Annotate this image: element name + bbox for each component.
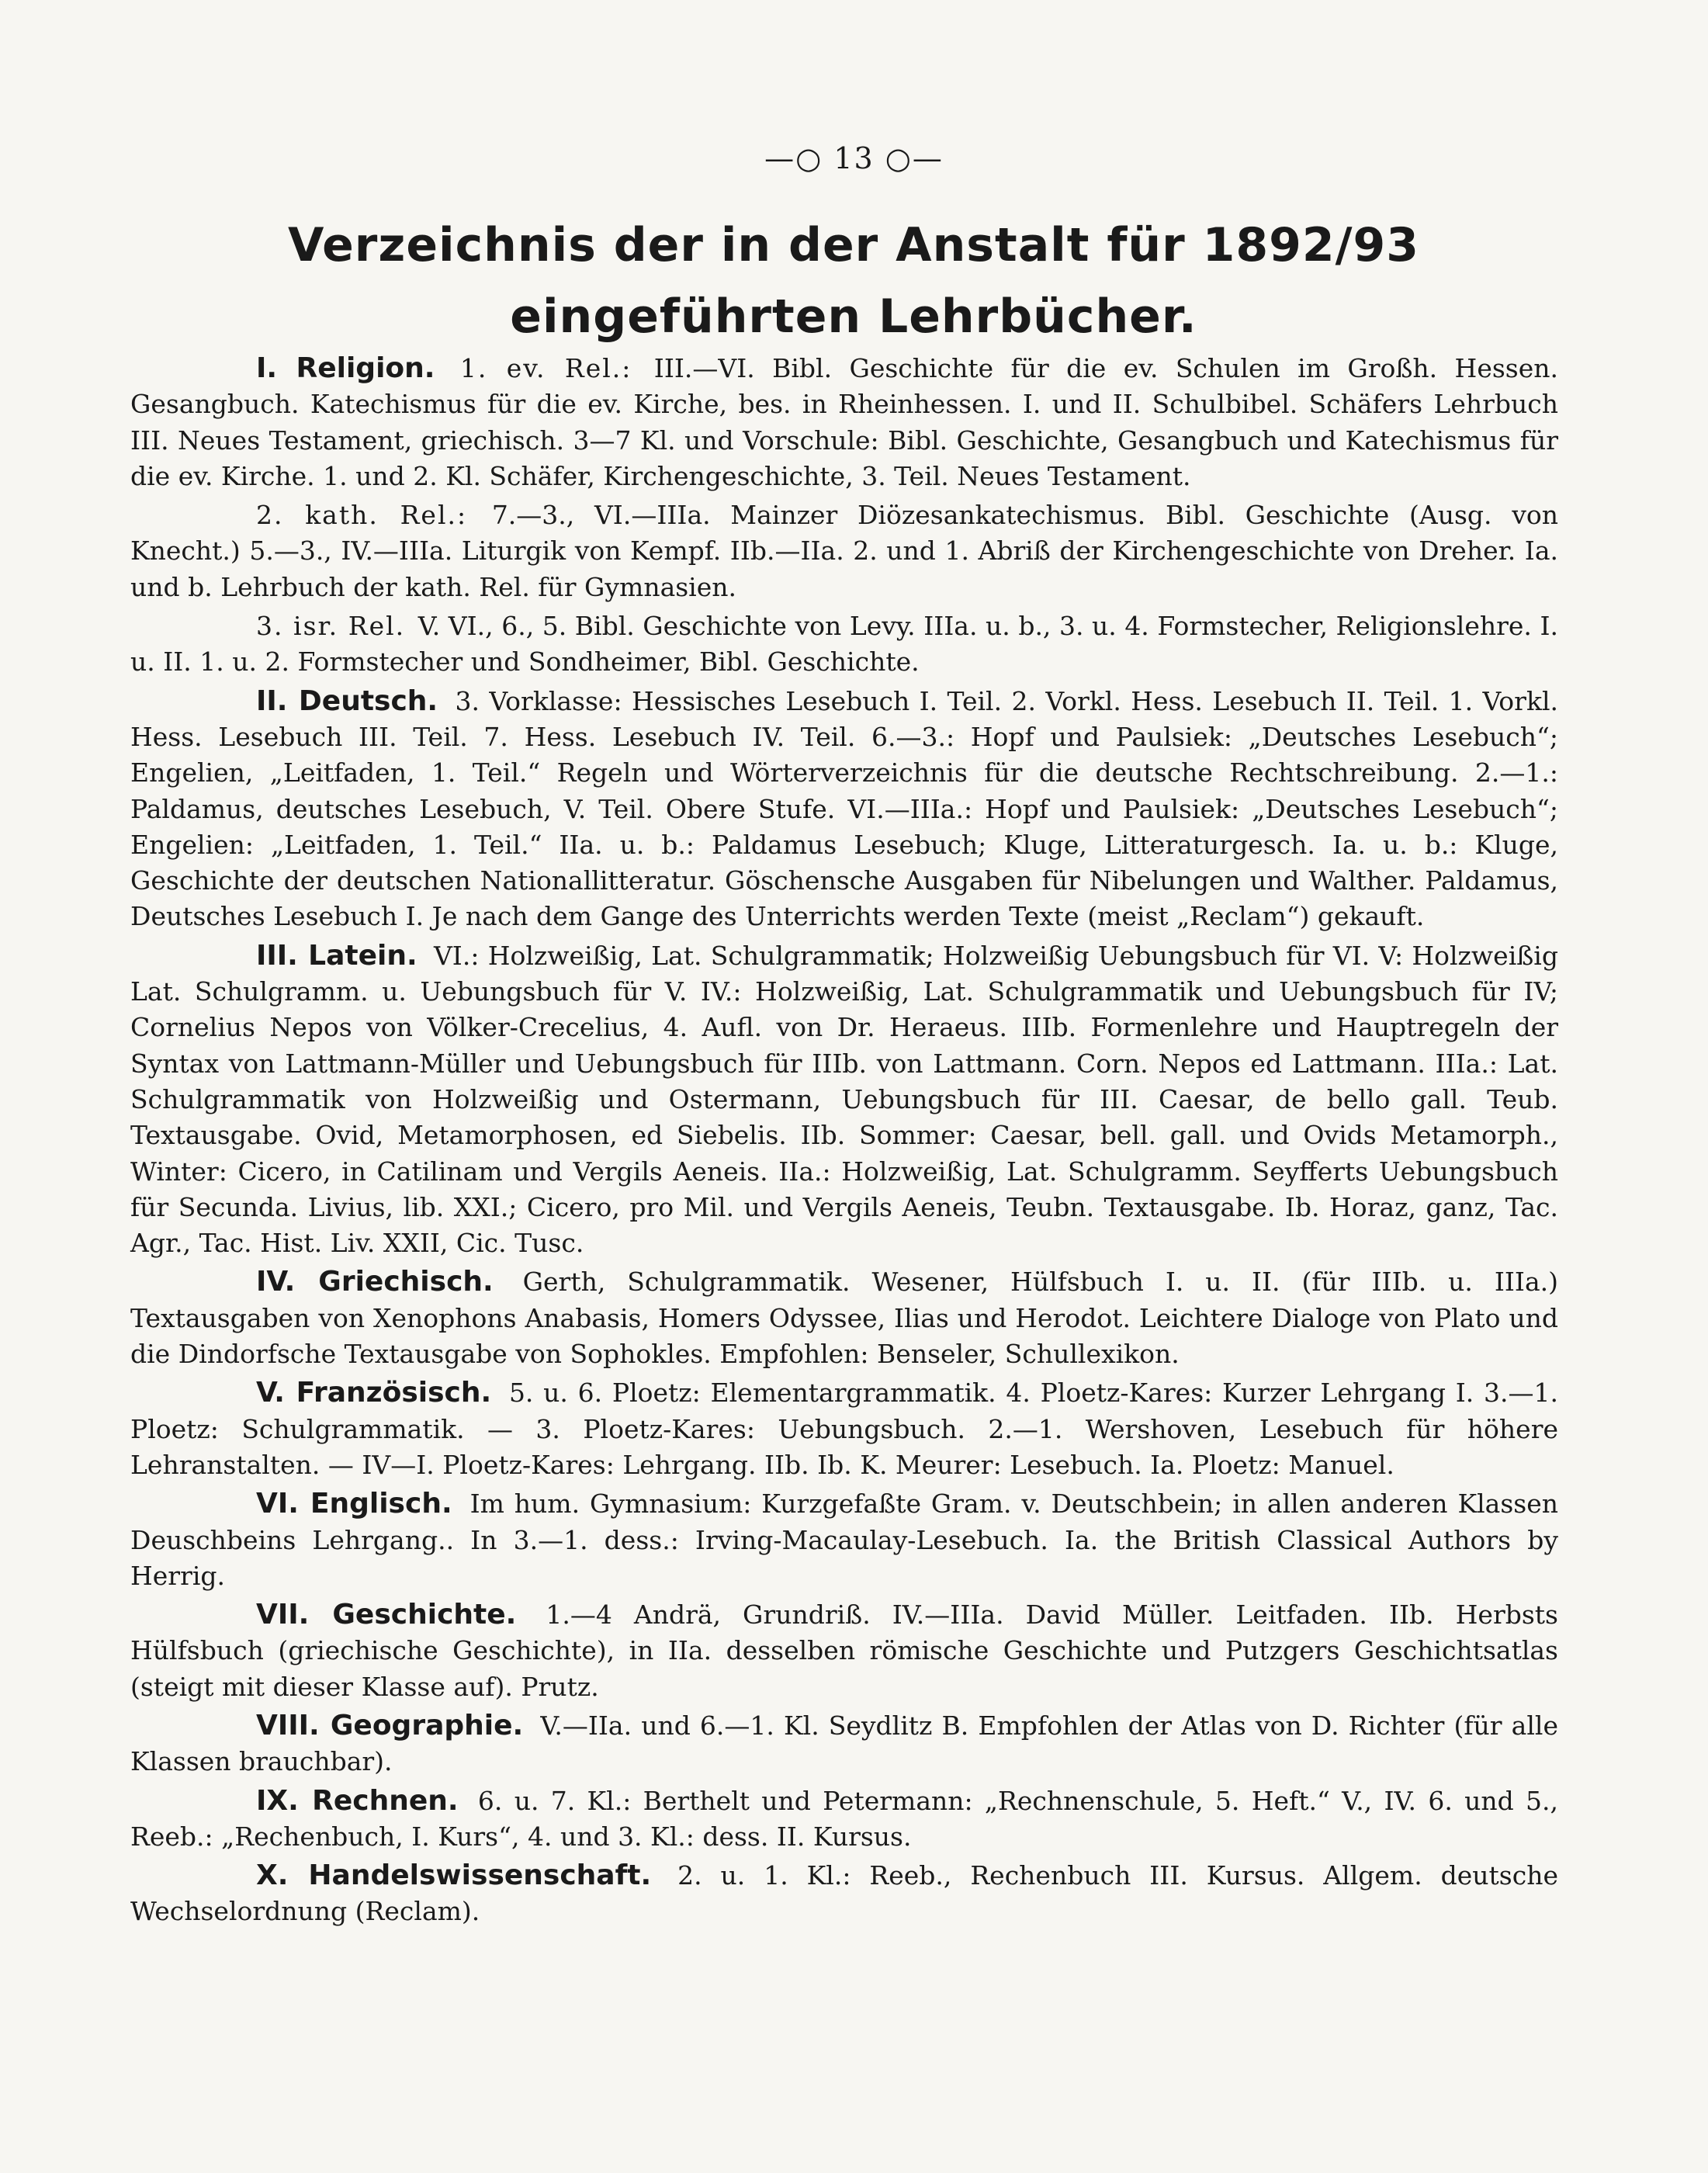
section-heading: VII. Geschichte. — [256, 1599, 517, 1631]
section-heading: IX. Rechnen. — [256, 1784, 459, 1817]
section-paragraph — [130, 1708, 1558, 1780]
page-number: —○ 13 ○— — [764, 141, 944, 175]
section-heading: X. Handelswissenschaft. — [256, 1859, 652, 1892]
section-text: Im hum. Gymnasium: Kurzgefaßte Gram. v. Deutschbein; in allen anderen Klassen Deuschbeins Lehrgang.. In 3.—1. dess.: Irving-Macaulay-Lesebuch. Ia. the British Classical Authors by Herrig. — [130, 1489, 1558, 1591]
section-paragraph — [130, 938, 1558, 1262]
section-text: 7.—3., VI.—IIIa. Mainzer Diözesankatechismus. Bibl. Geschichte (Ausg. von Knecht.) 5.—3., IV.—IIIa. Liturgik von Kempf. IIb.—IIa. 2. und 1. Abriß der Kirchengeschichte von Dreher. Ia. und b. Lehrbuch der kath. Rel. für Gymnasien. — [130, 500, 1558, 602]
section-paragraph — [130, 1486, 1558, 1594]
page-title: Verzeichnis der in der Anstalt für 1892/93 eingeführten Lehrbücher. — [287, 218, 1420, 344]
section-text: 6. u. 7. Kl.: Berthelt und Petermann: „Rechnenschule, 5. Heft.“ V., IV. 6. und 5., Reeb.: „Rechenbuch, I. Kurs“, 4. und 3. Kl.: dess. II. Kursus. — [130, 1785, 1558, 1852]
section-paragraph — [130, 608, 1558, 681]
section-text: Gerth, Schulgrammatik. Wesener, Hülfsbuch I. u. II. (für IIIb. u. IIIa.) Textausgaben von Xenophons Anabasis, Homers Odyssee, Ilias und Herodot. Leichtere Dialoge von Plato und die Dindorfsche Textausgabe von Sophokles. Empfohlen: Benseler, Schullexikon. — [130, 1267, 1558, 1370]
section-paragraph — [130, 1597, 1558, 1705]
section-text: V. VI., 6., 5. Bibl. Geschichte von Levy. IIIa. u. b., 3. u. 4. Formstecher, Religionslehre. I. u. II. 1. u. 2. Formstecher und Sondheimer, Bibl. Geschichte. — [130, 611, 1558, 678]
section-heading: I. Religion. — [256, 352, 435, 384]
section-text: 5. u. 6. Ploetz: Elementargrammatik. 4. Ploetz-Kares: Kurzer Lehrgang I. 3.—1. Ploetz: Schulgrammatik. — 3. Ploetz-Kares: Uebungsbuch. 2.—1. Wershoven, Lesebuch für höhere Lehranstalten. — IV—I. Ploetz-Kares: Lehrgang. IIb. Ib. K. Meurer: Lesebuch. Ia. Ploetz: Manuel. — [130, 1378, 1559, 1480]
subsection-label: 1. ev. Rel.: — [459, 353, 632, 383]
section-text: 2. u. 1. Kl.: Reeb., Rechenbuch III. Kursus. Allgem. deutsche Wechselordnung (Reclam). — [130, 1860, 1558, 1927]
section-paragraph — [130, 1264, 1558, 1372]
section-heading: IV. Griechisch. — [256, 1266, 494, 1298]
section-paragraph — [130, 684, 1558, 935]
section-heading: VIII. Geographie. — [256, 1709, 524, 1742]
section-paragraph — [130, 1783, 1558, 1856]
section-text: VI.: Holzweißig, Lat. Schulgrammatik; Holzweißig Uebungsbuch für VI. V: Holzweißig Lat. Schulgramm. u. Uebungsbuch für V. IV.: Holzweißig, Lat. Schulgrammatik und Uebungsbuch für IV; Cornelius Nepos von Völker-Crecelius, 4. Aufl. von Dr. Heraeus. IIIb. Formenlehre und Hauptregeln der Syntax von Lattmann-Müller und Uebungsbuch für IIIb. von Lattmann. Corn. Nepos ed Lattmann. IIIa.: Lat. Schulgrammatik von Holzweißig und Ostermann, Uebungsbuch für III. Caesar, de bello gall. Teub. Textausgabe. Ovid, Metamorphosen, ed Siebelis. IIb. Sommer: Caesar, bell. gall. und Ovids Metamorph., Winter: Cicero, in Catilinam und Vergils Aeneis. IIa.: Holzweißig, Lat. Schulgramm. Seyfferts Uebungsbuch für Secunda. Livius, lib. XXI.; Cicero, pro Mil. und Vergils Aeneis, Teubn. Textausgabe. Ib. Horaz, ganz, Tac. Agr., Tac. Hist. Liv. XXII, Cic. Tusc. — [130, 940, 1558, 1259]
section-heading: II. Deutsch. — [256, 684, 438, 717]
section-heading: V. Französisch. — [256, 1377, 492, 1409]
section-text: 3. Vorklasse: Hessisches Lesebuch I. Teil. 2. Vorkl. Hess. Lesebuch II. Teil. 1. Vorkl. Hess. Lesebuch III. Teil. 7. Hess. Lesebuch IV. Teil. 6.—3.: Hopf und Paulsiek: „Deutsches Lesebuch“; Engelien, „Leitfaden, 1. Teil.“ Regeln und Wörterverzeichnis für die deutsche Rechtschreibung. 2.—1.: Paldamus, deutsches Lesebuch, V. Teil. Obere Stufe. VI.—IIIa.: Hopf und Paulsiek: „Deutsches Lesebuch“; Engelien: „Leitfaden, 1. Teil.“ IIa. u. b.: Paldamus Lesebuch; Kluge, Litteraturgesch. Ia. u. b.: Kluge, Geschichte der deutschen Nationallitteratur. Göschensche Ausgaben für Nibelungen und Walther. Paldamus, Deutsches Lesebuch I. Je nach dem Gange des Unterrichts werden Texte (meist „Reclam“) gekauft. — [130, 685, 1558, 932]
section-paragraph — [130, 497, 1558, 605]
subsection-label: 3. isr. Rel. — [256, 611, 406, 642]
section-text: V.—IIa. und 6.—1. Kl. Seydlitz B. Empfohlen der Atlas von D. Richter (für alle Klassen brauchbar). — [130, 1710, 1558, 1777]
section-text: 1.—4 Andrä, Grundriß. IV.—IIIa. David Müller. Leitfaden. IIb. Herbsts Hülfsbuch (griechische Geschichte), in IIa. desselben römische Geschichte und Putzgers Geschichtsatlas (steigt mit dieser Klasse auf). Prutz. — [130, 1599, 1558, 1702]
subsection-label: 2. kath. Rel.: — [256, 500, 468, 531]
section-paragraph — [130, 351, 1558, 494]
section-paragraph — [130, 1858, 1558, 1930]
section-heading: VI. Englisch. — [256, 1488, 452, 1520]
document-body — [130, 351, 1558, 1930]
section-heading: III. Latein. — [256, 939, 417, 972]
section-paragraph — [130, 1375, 1558, 1483]
section-text: III.—VI. Bibl. Geschichte für die ev. Schulen im Großh. Hessen. Gesangbuch. Katechismus für die ev. Kirche, bes. in Rheinhessen. I. und II. Schulbibel. Schäfers Lehrbuch III. Neues Testament, griechisch. 3—7 Kl. und Vorschule: Bibl. Geschichte, Gesangbuch und Katechismus für die ev. Kirche. 1. und 2. Kl. Schäfer, Kirchengeschichte, 3. Teil. Neues Testament. — [130, 353, 1558, 491]
